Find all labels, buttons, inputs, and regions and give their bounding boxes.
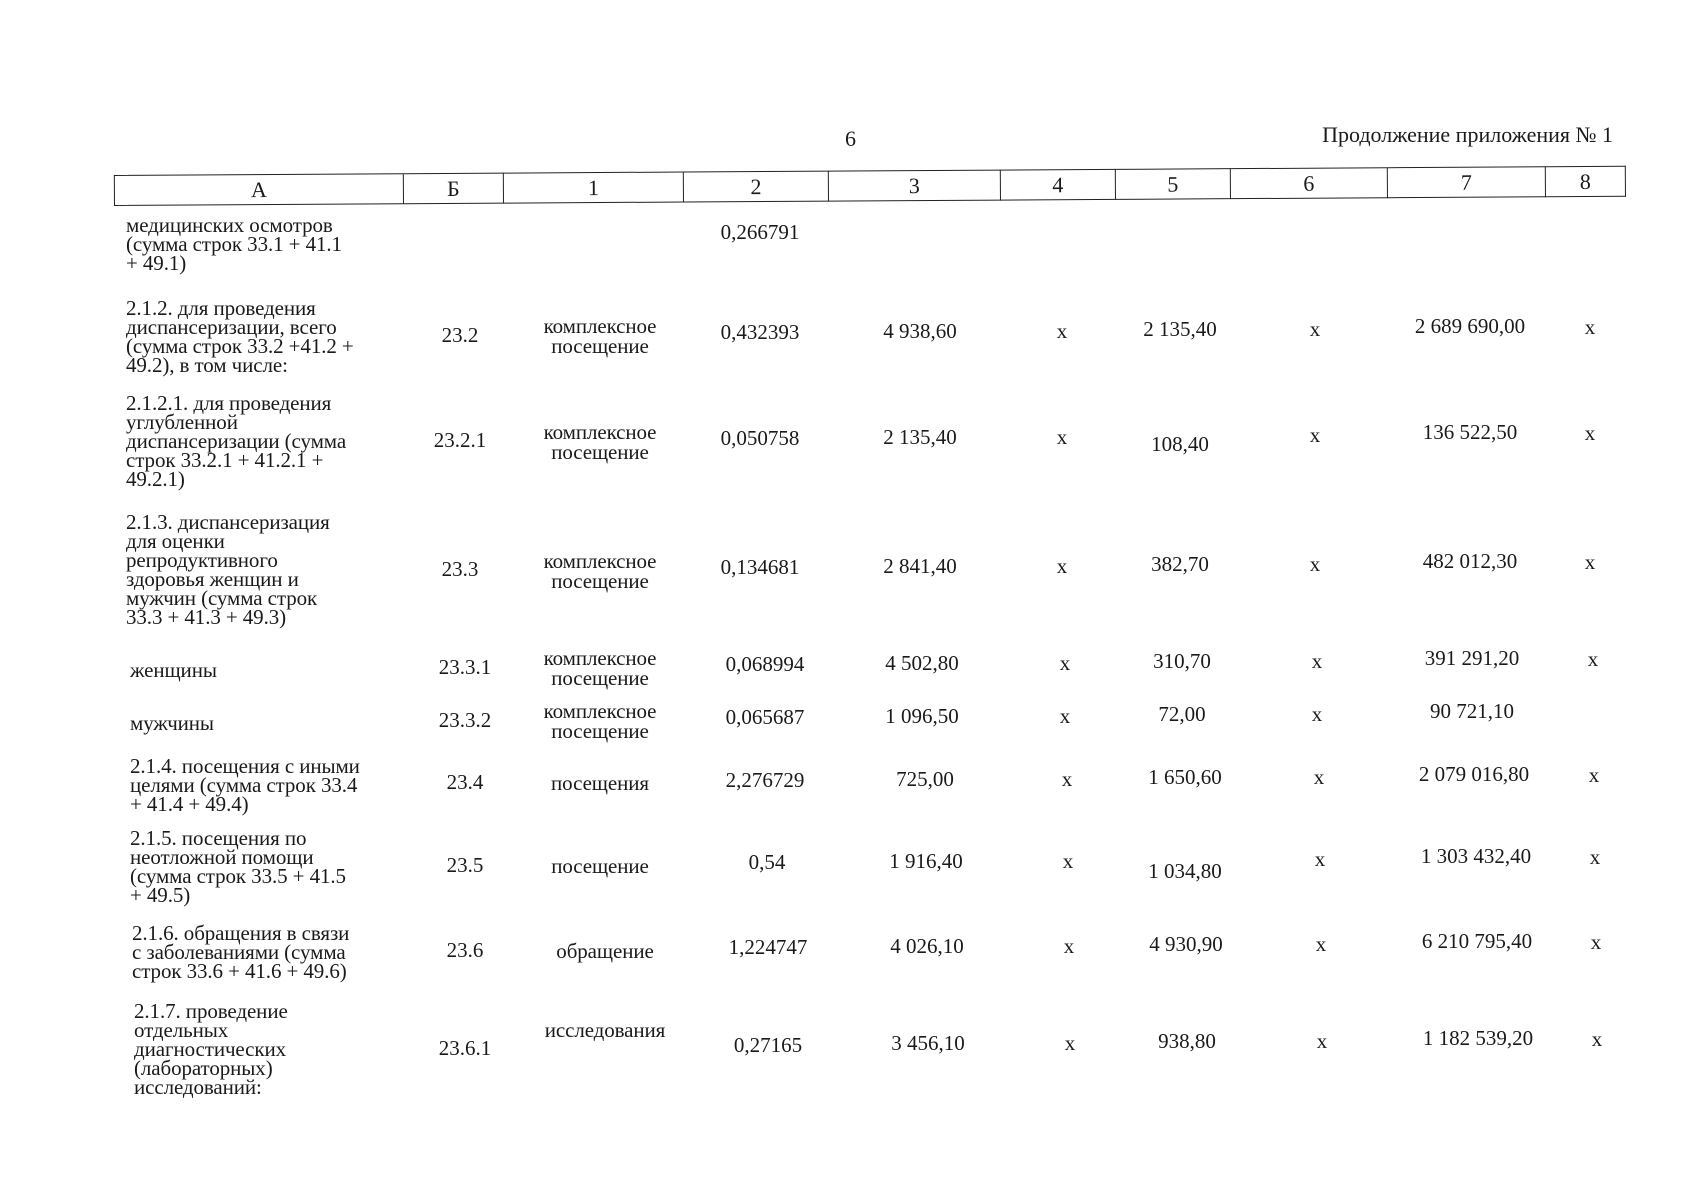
row-code: 23.2 (441, 323, 479, 347)
row-value-2: 0,27165 (733, 1033, 803, 1057)
row-value-6: х (1314, 847, 1326, 871)
row-unit: посещение (551, 854, 649, 878)
row-unit: комплексное посещение (543, 699, 657, 743)
row-value-6: х (1315, 932, 1327, 956)
header-col-6: 6 (1231, 167, 1388, 199)
row-code: 23.6 (446, 938, 484, 962)
row-value-3: 4 026,10 (890, 934, 964, 958)
row-value-3: 3 456,10 (891, 1031, 965, 1055)
row-value-5: 4 930,90 (1149, 932, 1223, 956)
row-value-4: х (1056, 425, 1068, 449)
row-code: 23.6.1 (438, 1036, 492, 1060)
row-unit: обращение (556, 939, 654, 963)
row-value-4: х (1062, 849, 1074, 873)
row-value-6: х (1313, 765, 1325, 789)
table-header (114, 166, 1626, 206)
row-value-2: 0,134681 (720, 555, 800, 579)
row-value-8: х (1589, 845, 1601, 869)
row-value-8: х (1584, 315, 1596, 339)
row-code: 23.5 (446, 853, 484, 877)
row-value-3: 1 096,50 (885, 704, 959, 728)
header-col-7: 7 (1388, 166, 1546, 198)
row-description: 2.1.3. диспансеризация для оценки репродуктивного здоровья женщин и мужчин (сумма строк 33.3 + 41.3 + 49.3) (126, 510, 330, 629)
row-value-5: 108,40 (1151, 432, 1209, 456)
row-code: 23.3.1 (438, 655, 492, 679)
row-value-2: 0,54 (748, 850, 786, 874)
row-value-6: х (1309, 552, 1321, 576)
row-value-2: 0,068994 (725, 652, 805, 676)
row-value-8: х (1591, 1027, 1603, 1051)
row-value-7: 482 012,30 (1422, 549, 1518, 573)
row-value-5: 2 135,40 (1143, 317, 1217, 341)
row-value-6: х (1309, 423, 1321, 447)
row-value-6: х (1311, 649, 1323, 673)
page-number: 6 (845, 126, 856, 151)
header-col-4: 4 (1001, 169, 1116, 201)
continuation-label: Продолжение приложения № 1 (1322, 122, 1613, 147)
row-value-7: 2 689 690,00 (1414, 314, 1526, 338)
row-value-2: 0,050758 (720, 426, 800, 450)
row-value-5: 1 034,80 (1148, 859, 1222, 883)
row-value-3: 725,00 (896, 767, 954, 791)
row-code: 23.4 (446, 770, 484, 794)
row-value-8: х (1588, 763, 1600, 787)
row-description: мужчины (130, 711, 214, 735)
row-description: 2.1.2.1. для проведения углубленной диспансеризации (сумма строк 33.2.1 + 41.2.1 + 49.2.1) (126, 391, 347, 491)
row-value-2: 0,065687 (725, 705, 805, 729)
row-value-8: х (1590, 930, 1602, 954)
header-col-5: 5 (1116, 168, 1231, 200)
row-value-7: 2 079 016,80 (1418, 762, 1530, 786)
header-col-2: 2 (684, 171, 829, 203)
row-description: 2.1.2. для проведения диспансеризации, всего (сумма строк 33.2 +41.2 + 49.2), в том числе: (126, 296, 354, 377)
row-value-5: 72,00 (1158, 702, 1206, 726)
row-value-2: 0,432393 (720, 320, 800, 344)
row-unit: комплексное посещение (543, 646, 657, 690)
row-value-4: х (1063, 934, 1075, 958)
row-unit: посещения (551, 771, 649, 795)
header-col-1: 1 (504, 172, 684, 204)
row-value-5: 1 650,60 (1148, 765, 1222, 789)
header-col-3: 3 (829, 170, 1001, 202)
row-description: 2.1.5. посещения по неотложной помощи (сумма строк 33.5 + 41.5 + 49.5) (130, 826, 346, 907)
row-value-3: 4 502,80 (885, 651, 959, 675)
row-description: 2.1.4. посещения с иными целями (сумма строк 33.4 + 41.4 + 49.4) (130, 754, 360, 816)
row-value-7: 1 182 539,20 (1422, 1026, 1534, 1050)
row-value-3: 2 841,40 (883, 554, 957, 578)
row-value-3: 1 916,40 (889, 849, 963, 873)
row-code: 23.3 (441, 557, 479, 581)
row-unit: комплексное посещение (543, 549, 657, 593)
header-col-b: Б (404, 173, 504, 205)
row-value-3: 4 938,60 (883, 319, 957, 343)
row-value-3: 2 135,40 (883, 425, 957, 449)
row-value-2: 0,266791 (720, 220, 800, 244)
row-description: 2.1.7. проведение отдельных диагностических (лабораторных) исследований: (134, 999, 288, 1099)
header-col-a: А (114, 173, 404, 206)
row-value-2: 1,224747 (728, 935, 808, 959)
row-value-8: х (1584, 421, 1596, 445)
row-value-6: х (1311, 702, 1323, 726)
row-value-4: х (1059, 704, 1071, 728)
row-value-7: 1 303 432,40 (1420, 844, 1532, 868)
row-value-5: 382,70 (1151, 552, 1209, 576)
row-value-6: х (1309, 317, 1321, 341)
row-unit: исследования (544, 1018, 666, 1042)
row-value-8: х (1587, 647, 1599, 671)
row-value-2: 2,276729 (725, 768, 805, 792)
row-value-7: 6 210 795,40 (1421, 929, 1533, 953)
row-value-6: х (1316, 1029, 1328, 1053)
row-code: 23.2.1 (433, 428, 487, 452)
row-value-4: х (1056, 554, 1068, 578)
row-value-4: х (1056, 319, 1068, 343)
row-value-4: х (1064, 1031, 1076, 1055)
row-value-7: 136 522,50 (1422, 420, 1518, 444)
row-value-4: х (1061, 767, 1073, 791)
row-unit: комплексное посещение (543, 314, 657, 358)
row-value-4: х (1059, 651, 1071, 675)
row-description: 2.1.6. обращения в связи с заболеваниями (сумма строк 33.6 + 41.6 + 49.6) (132, 921, 350, 983)
row-value-5: 938,80 (1158, 1029, 1216, 1053)
row-value-7: 391 291,20 (1424, 646, 1520, 670)
row-code: 23.3.2 (438, 708, 492, 732)
row-unit: комплексное посещение (543, 420, 657, 464)
row-value-7: 90 721,10 (1430, 699, 1514, 723)
header-col-8: 8 (1546, 166, 1626, 197)
row-description: женщины (130, 658, 217, 682)
row-value-8: х (1584, 550, 1596, 574)
row-value-5: 310,70 (1153, 649, 1211, 673)
row-description: медицинских осмотров (сумма строк 33.1 + 41.1 + 49.1) (126, 213, 342, 275)
